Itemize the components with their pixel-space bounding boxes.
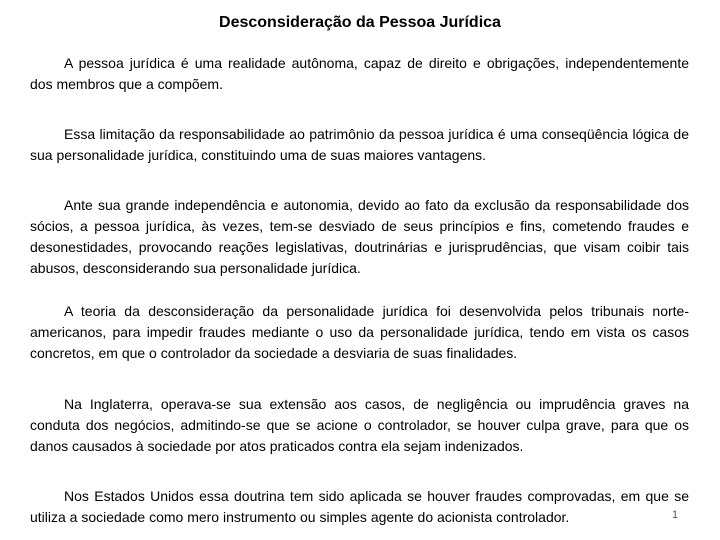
paragraph-6: Nos Estados Unidos essa doutrina tem sido aplicada se houver fraudes comprovadas, em que se utiliza a sociedade como mero instrumento ou simples agente do acionista controlador. [30,488,689,525]
paragraph-2: Essa limitação da responsabilidade ao patrimônio da pessoa jurídica é uma conseqüência lógica de sua personalidade jurídica, constituindo uma de suas maiores vantagens. [30,126,689,163]
document-title: Desconsideração da Pessoa Jurídica [219,14,501,31]
paragraph-4: A teoria da desconsideração da personalidade jurídica foi desenvolvida pelos tribunais norte-americanos, para impedir fraudes mediante o uso da personalidade jurídica, tendo em vista os casos concretos, em que o controlador da sociedade a desviaria de suas finalidades. [30,303,689,361]
paragraph-5: Na Inglaterra, operava-se sua extensão aos casos, de negligência ou imprudência graves na conduta dos negócios, admitindo-se que se acione o controlador, se houver culpa grave, para que os danos causados à sociedade por atos praticados contra ela sejam indenizados. [30,396,689,454]
paragraph-1: A pessoa jurídica é uma realidade autônoma, capaz de direito e obrigações, independentemente dos membros que a compõem. [30,55,689,92]
paragraph-3: Ante sua grande independência e autonomia, devido ao fato da exclusão da responsabilidade dos sócios, a pessoa jurídica, às vezes, tem-se desviado de seus princípios e fins, cometendo fraudes e desonestidades, provocando reações legislativas, doutrinárias e jurisprudências, que visam coibir tais abusos, desconsiderando sua personalidade jurídica. [30,197,689,276]
page-number: 1 [672,509,679,521]
